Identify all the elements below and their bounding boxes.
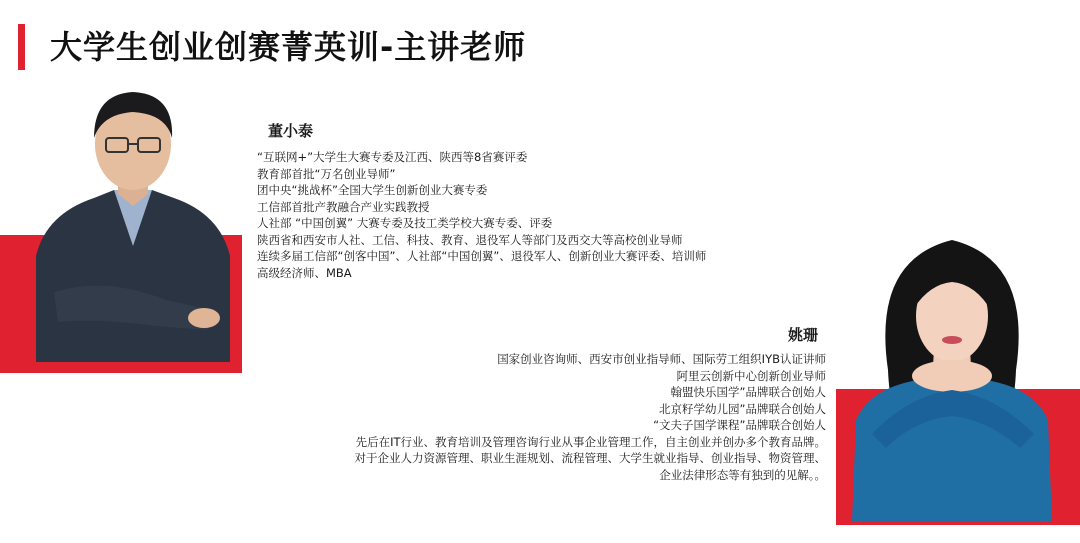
- bio-line: 陕西省和西安市人社、工信、科技、教育、退役军人等部门及西交大等高校创业导师: [257, 232, 683, 247]
- bio-line: 高级经济师、MBA: [257, 265, 352, 280]
- speaker-2-name: 姚珊: [787, 326, 818, 344]
- speaker-2-bio: [355, 351, 827, 483]
- bio-line: 团中央“挑战杯”全国大学生创新创业大赛专委: [257, 183, 488, 197]
- speaker-2-photo: [848, 220, 1056, 522]
- bio-line: 先后在IT行业、教育培训及管理咨询行业从事企业管理工作，自主创业并创办多个教育品牌。: [355, 434, 826, 449]
- bio-line: “文夫子国学课程”品牌联合创始人: [653, 418, 826, 432]
- bio-line: 翰盟快乐国学”品牌联合创始人: [670, 385, 826, 399]
- speaker-1-name: 董小泰: [268, 122, 314, 140]
- bio-line: 教育部首批“万名创业导师”: [257, 166, 396, 181]
- bio-line: 企业法律形态等有独到的见解。。: [659, 467, 826, 482]
- speaker-1-photo: [36, 86, 230, 362]
- bio-line: 国家创业咨询师、西安市创业指导师、国际劳工组织IYB认证讲师: [497, 352, 826, 366]
- speaker-1-bio: [257, 149, 706, 281]
- page-title: 大学生创业创赛菁英训-主讲老师: [50, 28, 527, 66]
- bio-line: 阿里云创新中心创新创业导师: [676, 368, 826, 383]
- bio-line: 人社部 “中国创翼” 大赛专委及技工类学校大赛专委、评委: [257, 216, 553, 230]
- bio-line: 对于企业人力资源管理、职业生涯规划、流程管理、大学生就业指导、创业指导、物资管理、: [354, 451, 826, 465]
- bio-line: 连续多届工信部“创客中国”、人社部“中国创翼”、退役军人、创新创业大赛评委、培训师: [257, 249, 707, 263]
- bio-line: 北京籽学幼儿园”品牌联合创始人: [659, 401, 826, 416]
- title-accent-bar: [18, 24, 25, 70]
- bio-line: 工信部首批产教融合产业实践教授: [257, 199, 430, 214]
- bio-line: “互联网+”大学生大赛专委及江西、陕西等8省赛评委: [257, 150, 528, 164]
